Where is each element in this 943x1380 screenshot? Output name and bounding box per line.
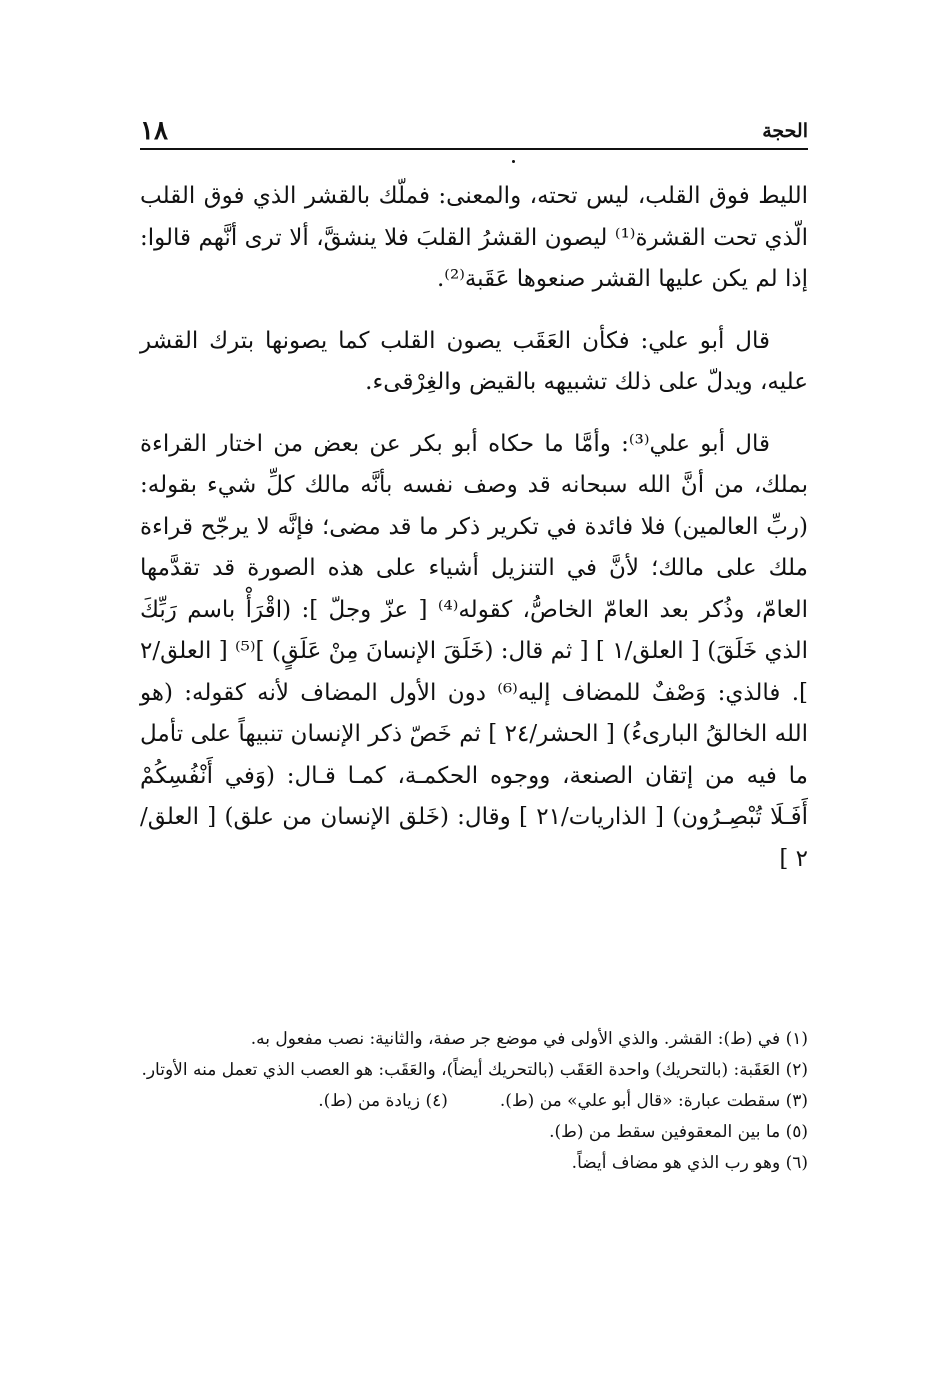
header-rule: [140, 148, 808, 150]
paragraph: قال أبو علي: فكأن العَقَب يصون القلب كما يصونها بترك القشر عليه، ويدلّ على ذلك تشبيهه بالقيض والغِرْقىء.: [140, 327, 808, 395]
ink-dot: [512, 160, 515, 163]
footnote: (٣) سقطت عبارة: «قال أبو علي» من (ط).: [499, 1091, 808, 1111]
footnote: (٢) العَقَبة: (بالتحريك) واحدة العَقَب (بالتحريك أيضاً)، والعَقَب: هو العصب الذي تعمل منه الأوتار.: [141, 1060, 808, 1080]
footnote: (١) في (ط): القشر. والذي الأولى في موضع جر صفة، والثانية: نصب مفعول به.: [250, 1029, 808, 1049]
footnote: (٥) ما بين المعقوفين سقط من (ط).: [549, 1122, 808, 1142]
page-number: ١٨: [140, 116, 168, 146]
footnote-row: [140, 1086, 808, 1117]
paragraph: الليط فوق القلب، ليس تحته، والمعنى: فملّك بالقشر الذي فوق القلب الّذي تحت القشرة⁽¹⁾ ليصون القشرُ القلبَ فلا ينشقَّ، ألا ترى أنَّهم قالوا: إذا لم يكن عليها القشر صنعوها عَقَبة⁽²⁾.: [140, 183, 808, 292]
footnotes: [140, 1024, 808, 1179]
footnote: (٤) زيادة من (ط).: [318, 1091, 448, 1111]
paragraph: قال أبو علي⁽³⁾: وأمَّا ما حكاه أبو بكر عن بعض من اختار القراءة بملك، من أنَّ الله سبحانه قد وصف نفسه بأنَّه مالك كلِّ شيء بقوله: (ربِّ العالمين) فلا فائدة في تكرير ذكر ما قد مضى؛ فإنَّه لا يرجّح قراءة ملك على مالك؛ لأنَّ في التنزيل أشياء على هذه الصورة قد تقدَّمها العامّ، وذُكر بعد العامّ الخاصُّ، كقوله⁽⁴⁾ [ عزّ وجلّ ]: (اقْرَأْ باسم رَبِّكَ الذي خَلَقَ) [ العلق/١ ] [ ثم قال: (خَلَقَ الإنسانَ مِنْ عَلَقٍ) ]⁽⁵⁾ [ العلق/٢ ]. فالذي: وَصْفٌ للمضاف إليه⁽⁶⁾ دون الأول المضاف لأنه كقوله: (هو الله الخالقُ البارىءُ) [ الحشر/٢٤ ] ثم خَصّ ذكر الإنسان تنبيهاً على تأمل ما فيه من إتقان الصنعة، ووجوه الحكمـة، كمـا قـال: (وَفي أَنْفُسِكُمْ أَفَـلَا تُبْصِـرُون) [ الذاريات/٢١ ] وقال: (خَلق الإنسان من علق) [ العلق/٢ ]: [140, 430, 809, 872]
running-title: الحجة: [762, 120, 808, 142]
footnote: (٦) وهو رب الذي هو مضاف أيضاً.: [571, 1153, 808, 1173]
main-text: [140, 176, 808, 880]
page-header: [140, 110, 808, 146]
